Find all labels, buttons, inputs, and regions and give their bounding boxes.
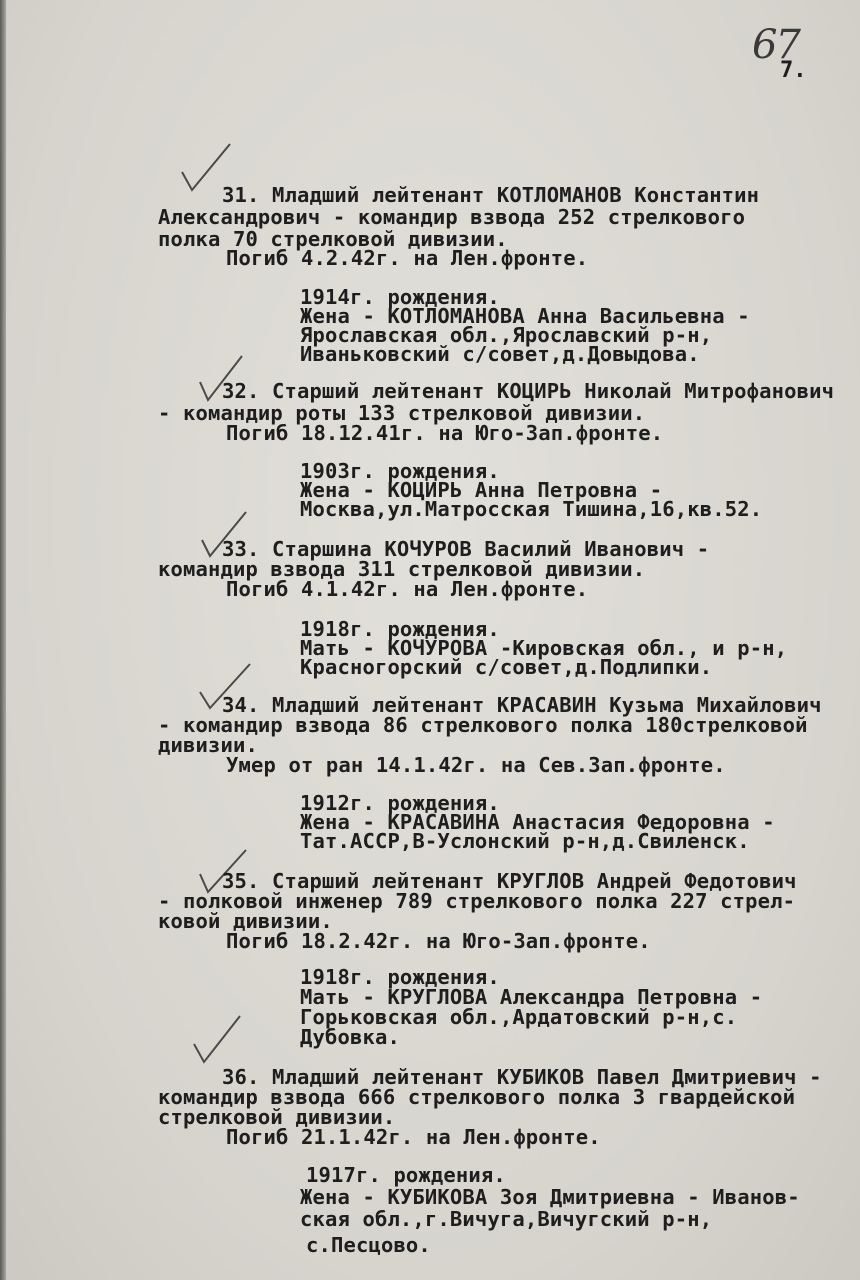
entry-32-death: Погиб 18.12.41г. на Юго-Зап.фронте. [226,421,664,445]
entry-36-detail-1: 1917г. рождения. [306,1163,506,1187]
entry-34-head: 34. Младший лейтенант КРАСАВИН Кузьма Михайлович [222,693,822,717]
entry-34-detail-2: Жена - КРАСАВИНА Анастасия Федоровна - [300,810,775,834]
entry-31-detail-1: 1914г. рождения. [300,285,500,309]
entry-35-detail-4: Дубовка. [300,1025,400,1049]
entry-36-cont-2: стрелковой дивизии. [158,1105,396,1129]
entry-31-detail-4: Иваньковский с/совет,д.Довыдова. [300,342,700,366]
entry-36-head: 36. Младший лейтенант КУБИКОВ Павел Дмитриевич - [222,1065,822,1089]
entry-33-detail-1: 1918г. рождения. [300,617,500,641]
checkmark-icon [190,1012,246,1064]
entry-35-head: 35. Старший лейтенант КРУГЛОВ Андрей Федотович [222,869,797,893]
entry-32-detail-1: 1903г. рождения. [300,459,500,483]
entry-35-death: Погиб 18.2.42г. на Юго-Зап.фронте. [226,929,651,953]
entry-34-detail-1: 1912г. рождения. [300,791,500,815]
entry-31-head: 31. Младший лейтенант КОТЛОМАНОВ Константин [222,183,760,207]
entry-36-detail-3: ская обл.,г.Вичуга,Вичугский р-н, [300,1207,713,1231]
entry-34-detail-3: Тат.АССР,В-Услонский р-н,д.Свиленск. [300,829,750,853]
entry-31-cont-2: полка 70 стрелковой дивизии. [158,227,508,251]
entry-32-head: 32. Старший лейтенант КОЦИРЬ Николай Митрофанович [222,379,835,403]
entry-35-detail-1: 1918г. рождения. [300,965,500,989]
entry-35-detail-3: Горьковская обл.,Ардатовский р-н,с. [300,1005,738,1029]
entry-36-detail-4: с.Песцово. [306,1233,431,1257]
entry-33-detail-3: Красногорский с/совет,д.Подлипки. [300,655,713,679]
handwritten-page-number: 67 [752,22,799,68]
typed-page-number: 7. [780,58,807,83]
entry-36-cont-1: командир взвода 666 стрелкового полка 3 гвардейской [158,1085,796,1109]
entry-36-death: Погиб 21.1.42г. на Лен.фронте. [226,1125,601,1149]
entry-34-cont-2: дивизии. [158,733,258,757]
entry-32-detail-3: Москва,ул.Матросская Тишина,16,кв.52. [300,497,763,521]
entry-32-detail-2: Жена - КОЦИРЬ Анна Петровна - [300,478,663,502]
entry-33-detail-2: Мать - КОЧУРОВА -Кировская обл., и р-н, [300,636,788,660]
entry-35-detail-2: Мать - КРУГЛОВА Александра Петровна - [300,985,763,1009]
entry-33-head: 33. Старшина КОЧУРОВ Василий Иванович - [222,537,710,561]
entry-31-detail-2: Жена - КОТЛОМАНОВА Анна Васильевна - [300,304,750,328]
entry-33-death: Погиб 4.1.42г. на Лен.фронте. [226,577,589,601]
entry-34-death: Умер от ран 14.1.42г. на Сев.Зап.фронте. [226,753,726,777]
entry-36-detail-2: Жена - КУБИКОВА Зоя Дмитриевна - Иванов- [300,1185,800,1209]
entry-31-death: Погиб 4.2.42г. на Лен.фронте. [226,246,589,270]
entry-33-cont-1: командир взвода 311 стрелковой дивизии. [158,557,646,581]
binding-edge [0,0,6,1280]
entry-35-cont-2: ковой дивизии. [158,909,333,933]
entry-34-cont-1: - командир взвода 86 стрелкового полка 180стрелковой [158,713,808,737]
entry-31-detail-3: Ярославская обл.,Ярославский р-н, [300,323,713,347]
entry-32-cont-1: - командир роты 133 стрелковой дивизии. [158,401,646,425]
entry-35-cont-1: - полковой инженер 789 стрелкового полка 227 стрел- [158,889,796,913]
entry-31-cont-1: Александрович - командир взвода 252 стрелкового [158,205,746,229]
